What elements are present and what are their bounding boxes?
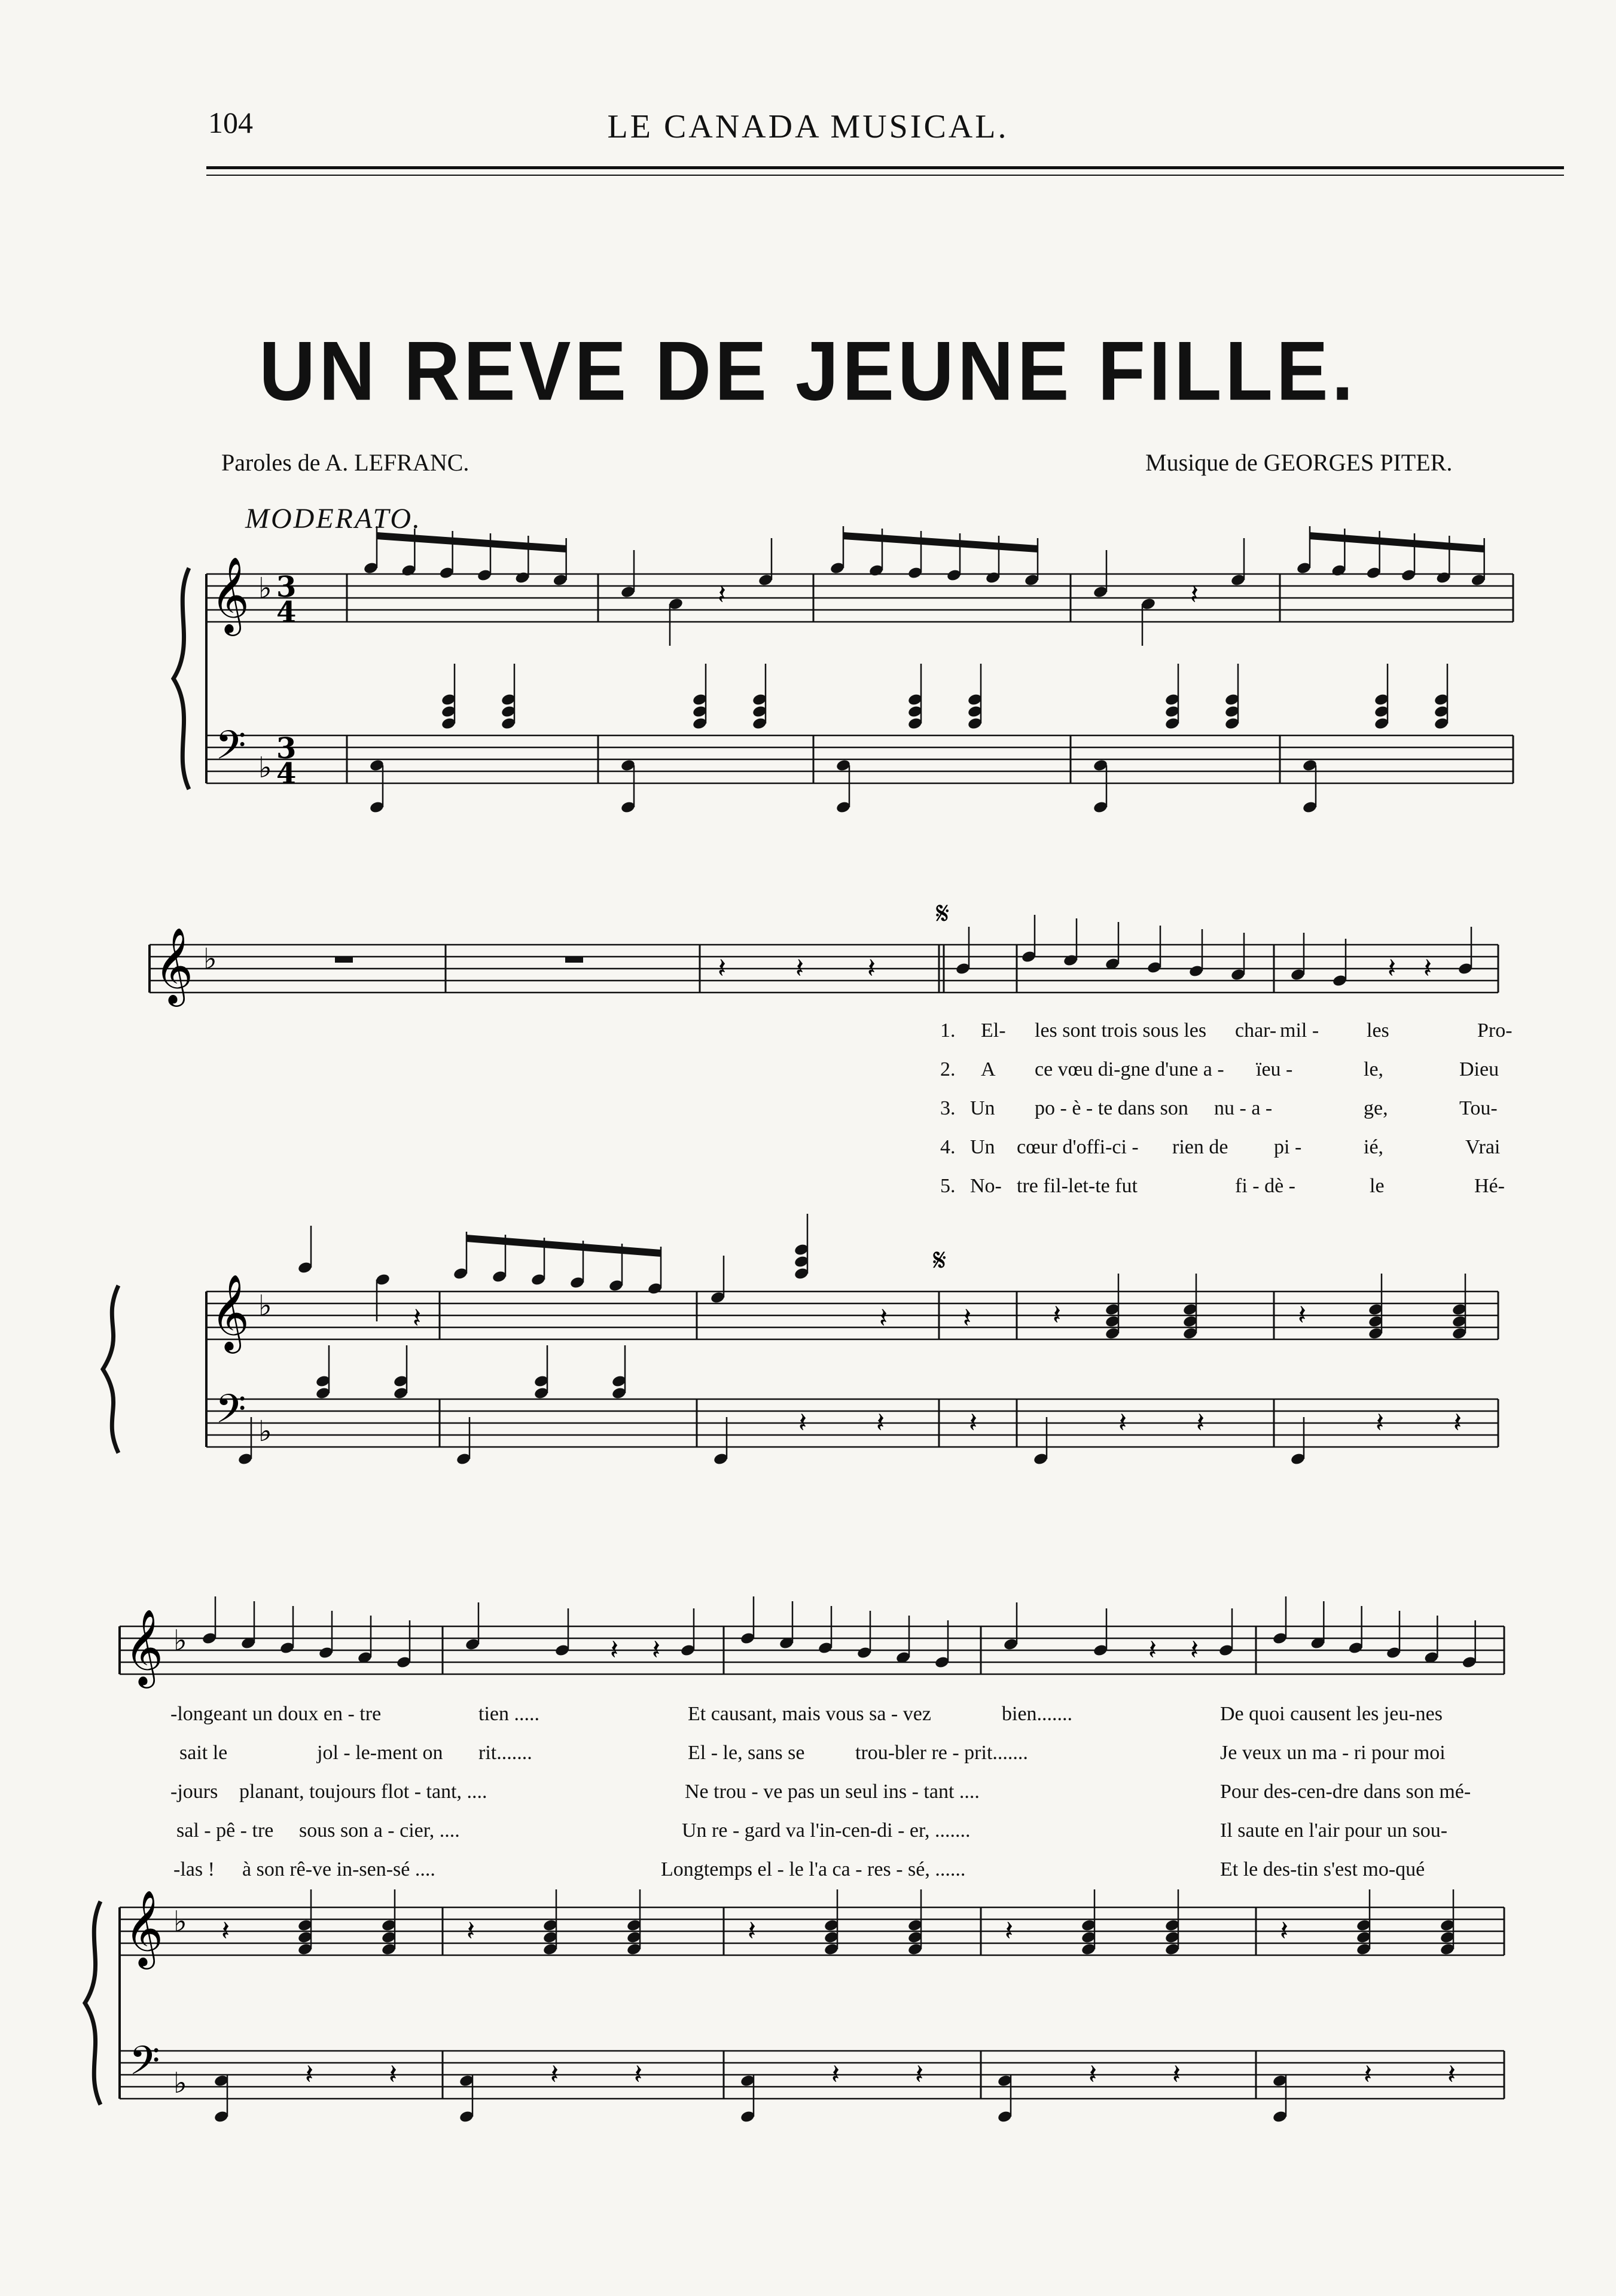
composer-credit: Musique de GEORGES PITER. [1145,449,1453,476]
rest-sign: 𝄽 [1364,2058,1373,2090]
rest-sign: 𝄽 [831,2058,840,2090]
lyric-fragment: rit....... [478,1742,532,1764]
lyric-syllable: po - è - te dans son [1035,1097,1188,1119]
lyric-syllable: les sont trois sous les [1035,1019,1207,1042]
treble-clef: 𝄞 [124,1889,164,1966]
lyric-fragment: Je veux un ma - ri pour moi [1220,1742,1446,1764]
rest-sign: 𝄽 [1447,2058,1456,2090]
lyric-syllable: mil - [1280,1019,1319,1042]
bass-clef: 𝄢 [215,722,246,778]
rest-sign: 𝄽 [1298,1299,1307,1331]
rest-sign: 𝄽 [1376,1406,1385,1439]
treble-clef: 𝄞 [211,556,250,633]
rest-sign: 𝄽 [1190,1634,1199,1666]
system-2-voice-staff [150,945,1498,993]
lyric-syllable: ié, [1364,1136,1384,1158]
rest-sign: 𝄽 [550,2058,559,2090]
rest-sign: 𝄽 [652,1634,661,1666]
lyric-syllable: fi - dè - [1235,1175,1296,1197]
system-5-treble-staff [120,1907,1504,1955]
lyric-fragment: Et causant, mais vous sa - vez [688,1703,931,1725]
lyric-syllable: Un [970,1136,995,1158]
lyric-fragment: -las ! [173,1858,215,1880]
verse-number: 2. [940,1058,956,1080]
flat-sign: ♭ [173,1905,187,1938]
lyric-syllable: char- [1235,1019,1277,1042]
lyric-syllable: le [1370,1175,1385,1197]
rest-sign: 𝄽 [748,1915,757,1947]
lyric-syllable: pi - [1274,1136,1302,1158]
system-1-bass-staff [206,735,1513,783]
lyric-syllable: Vrai [1465,1136,1501,1158]
rest-sign: 𝄽 [1423,952,1432,984]
rest-sign: 𝄽 [1088,2058,1097,2090]
rest-sign: 𝄽 [1388,952,1397,984]
lyric-syllable: Hé- [1474,1175,1505,1197]
verse-number: 4. [940,1136,956,1158]
flat-sign: ♭ [258,751,272,784]
tempo-marking: MODERATO. [245,503,422,535]
song-title: UN REVE DE JEUNE FILLE. [259,323,1357,418]
flat-sign: ♭ [203,942,217,976]
lyric-syllable: Tou- [1459,1097,1498,1119]
bass-clef: 𝄢 [129,2038,160,2093]
rest-sign: 𝄽 [1172,2058,1181,2090]
lyric-syllable: Un [970,1097,995,1119]
time-signature-bottom: 4 [276,596,297,629]
treble-clef: 𝄞 [211,1274,250,1350]
lyric-fragment: Un re - gard va l'in-cen-di - er, ....... [682,1819,971,1842]
lyric-syllable: tre fil-let-te fut [1017,1175,1138,1197]
rest-sign: 𝄽 [1190,578,1199,610]
lyric-fragment: -jours [170,1781,218,1803]
flat-sign: ♭ [258,1415,272,1448]
lyric-fragment: Pour des-cen-dre dans son mé- [1220,1781,1471,1803]
lyric-fragment: planant, toujours flot - tant, .... [239,1781,487,1803]
rest-sign: 𝄽 [1005,1915,1014,1947]
rest-sign: 𝄽 [718,952,727,984]
bass-clef: 𝄢 [215,1386,246,1442]
segno-sign: 𝄋 [936,896,950,932]
lyric-syllable: rien de [1172,1136,1228,1158]
whole-rest [565,957,583,963]
lyric-syllable: A [981,1058,996,1080]
lyric-fragment: Longtemps el - le l'a ca - res - sé, ...... [661,1858,966,1880]
treble-clef: 𝄞 [154,927,194,1003]
lyric-fragment: El - le, sans se [688,1742,805,1764]
lyric-syllable: ce vœu di-gne d'une a - [1035,1058,1224,1080]
rest-sign: 𝄽 [1453,1406,1462,1439]
beam [843,532,1038,552]
grand-staff-brace [85,1901,100,2105]
rest-sign: 𝄽 [963,1302,972,1334]
rest-sign: 𝄽 [1148,1634,1157,1666]
rest-sign: 𝄽 [413,1302,422,1334]
lyric-syllable: El- [981,1019,1006,1042]
verse-number: 3. [940,1097,956,1119]
beam [1310,532,1484,552]
rest-sign: 𝄽 [466,1915,475,1947]
lyric-syllable: ge, [1364,1097,1388,1119]
rest-sign: 𝄽 [1280,1915,1289,1947]
lyric-fragment: Ne trou - ve pas un seul ins - tant .... [685,1781,980,1803]
flat-sign: ♭ [173,2066,187,2100]
rest-sign: 𝄽 [1118,1406,1127,1439]
time-signature-top: 3 [276,570,297,604]
lyric-syllable: cœur d'offi-ci - [1017,1136,1139,1158]
lyric-fragment: tien ..... [478,1703,539,1725]
whole-rest [335,957,353,963]
page-number: 104 [208,106,253,139]
rest-sign: 𝄽 [867,952,876,984]
rest-sign: 𝄽 [969,1406,978,1439]
lyric-fragment: jol - le-ment on [317,1742,443,1764]
beam [377,532,566,552]
lyric-fragment: à son rê-ve in-sen-sé .... [242,1858,435,1880]
lyric-fragment: Il saute en l'air pour un sou- [1220,1819,1448,1842]
rest-sign: 𝄽 [1053,1299,1062,1331]
lyric-fragment: sal - pê - tre [176,1819,274,1842]
rest-sign: 𝄽 [718,578,727,610]
flat-sign: ♭ [173,1624,187,1657]
grand-staff-brace [103,1286,118,1453]
system-5-bass-staff [120,2051,1504,2099]
treble-clef: 𝄞 [124,1608,164,1685]
segno-sign: 𝄋 [933,1242,947,1278]
lyricist-credit: Paroles de A. LEFRANC. [221,449,469,476]
system-1-treble-staff [206,574,1513,622]
rest-sign: 𝄽 [1196,1406,1205,1439]
verse-number: 5. [940,1175,956,1197]
beam [466,1235,661,1257]
lyric-fragment: bien....... [1002,1703,1073,1725]
time-signature-bottom: 4 [276,757,297,790]
rest-sign: 𝄽 [795,952,804,984]
rest-sign: 𝄽 [876,1406,885,1439]
lyric-fragment: sous son a - cier, .... [299,1819,460,1842]
lyric-syllable: le, [1364,1058,1384,1080]
rest-sign: 𝄽 [610,1634,619,1666]
verse-number: 1. [940,1019,956,1042]
rest-sign: 𝄽 [389,2058,398,2090]
rest-sign: 𝄽 [798,1406,807,1439]
lyric-syllable: No- [970,1175,1002,1197]
lyric-syllable: Pro- [1477,1019,1513,1042]
lyric-syllable: Dieu [1459,1058,1499,1080]
rest-sign: 𝄽 [879,1302,888,1334]
lyric-fragment: Et le des-tin s'est mo-qué [1220,1858,1425,1880]
lyric-fragment: -longeant un doux en - tre [170,1703,382,1725]
lyric-syllable: ïeu - [1256,1058,1293,1080]
lyric-fragment: De quoi causent les jeu-nes [1220,1703,1443,1725]
rest-sign: 𝄽 [915,2058,924,2090]
lyric-fragment: trou-bler re - prit....... [855,1742,1028,1764]
rest-sign: 𝄽 [221,1915,230,1947]
rest-sign: 𝄽 [634,2058,643,2090]
flat-sign: ♭ [258,1289,272,1323]
flat-sign: ♭ [258,572,272,605]
lyric-syllable: nu - a - [1214,1097,1273,1119]
journal-title: LE CANADA MUSICAL. [607,108,1009,145]
grand-staff-brace [173,568,189,789]
lyric-syllable: les [1367,1019,1389,1042]
rest-sign: 𝄽 [305,2058,314,2090]
lyric-fragment: sait le [179,1742,228,1764]
time-signature-top: 3 [276,732,297,765]
